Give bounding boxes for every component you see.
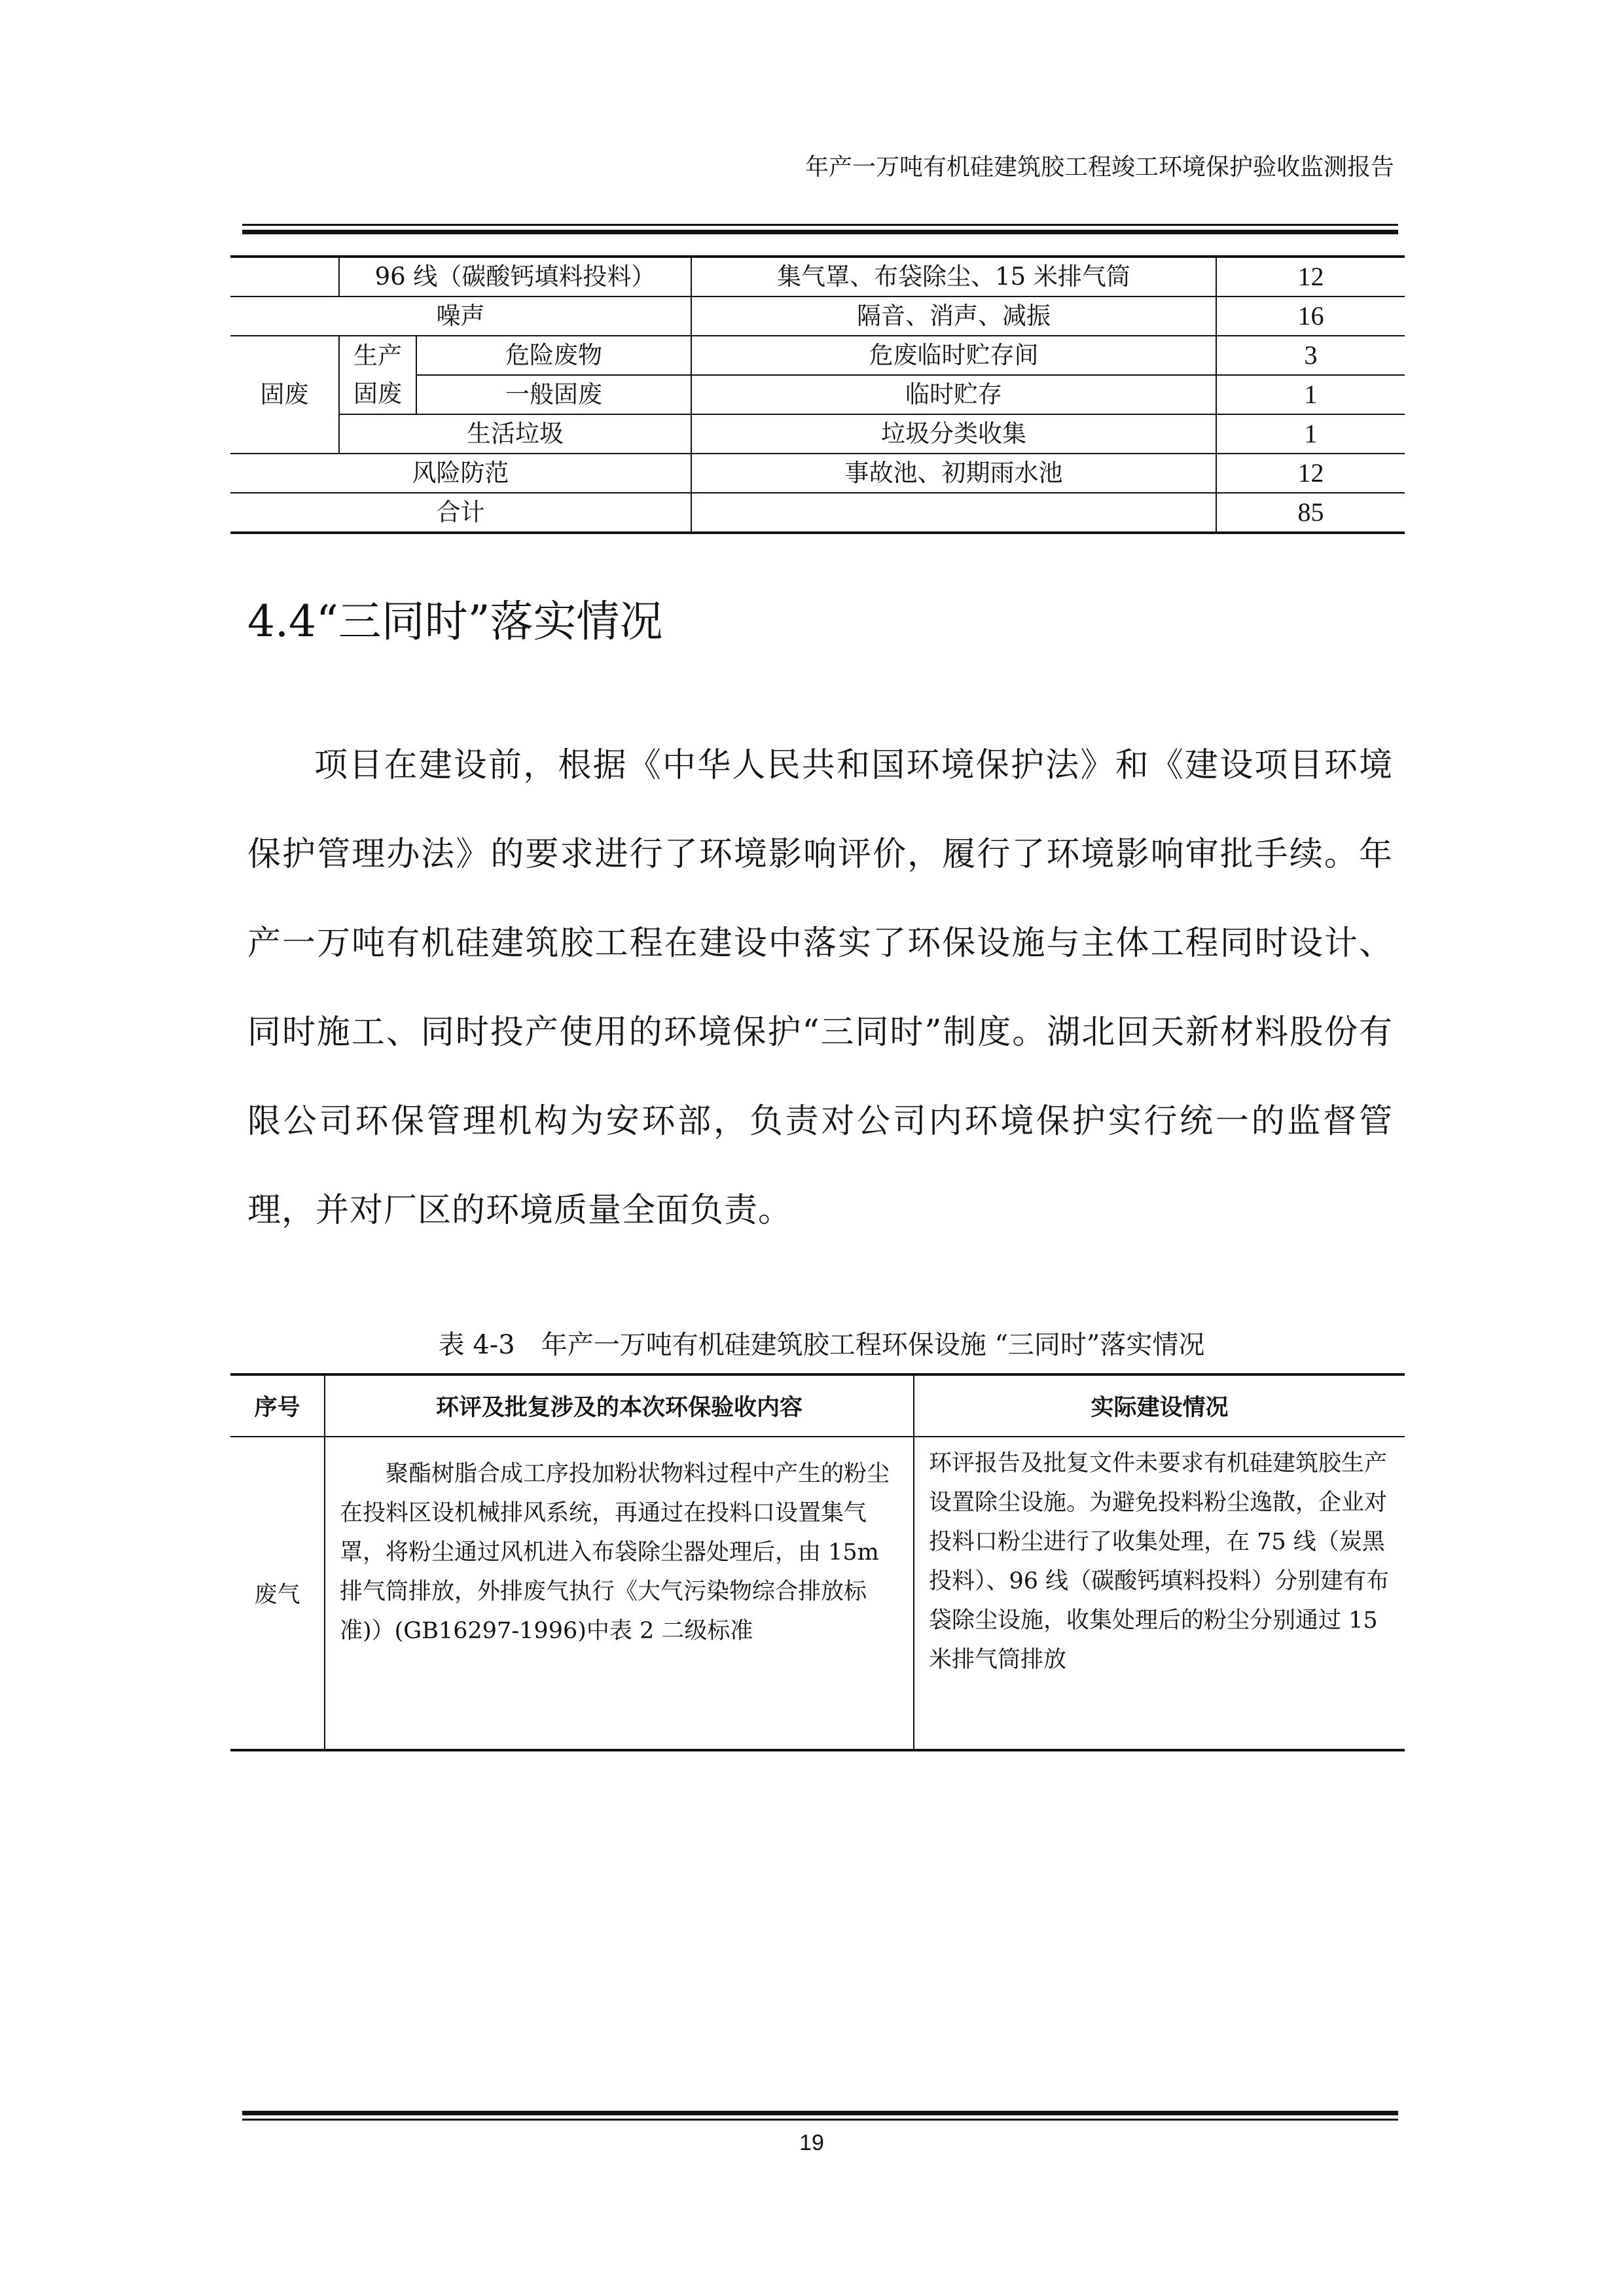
table-cell-item: 风险防范 [230, 454, 691, 493]
table-cell-category: 废气 [230, 1437, 325, 1750]
header-cell-number: 序号 [230, 1374, 325, 1437]
table-cell-item: 一般固废 [416, 375, 691, 414]
table-cell-item: 合计 [230, 493, 691, 533]
table-cell-subgroup [339, 336, 416, 414]
table-cell-measure: 隔音、消声、减振 [691, 296, 1216, 336]
section-heading: 4.4“三同时”落实情况 [247, 596, 663, 647]
facility-investment-table [230, 255, 1405, 534]
page-number: 19 [799, 2130, 824, 2155]
table-cell-requirement: 聚酯树脂合成工序投加粉状物料过程中产生的粉尘在投料区设机械排风系统，再通过在投料口设置集气罩，将粉尘通过风机进入布袋除尘器处理后，由 15m 排气筒排放，外排废气执行《大气污染物综合排放标准)）(GB16297-1996)中表 2 二级标准 [325, 1437, 914, 1750]
three-simultaneous-table [230, 1373, 1405, 1751]
table-cell-measure: 临时贮存 [691, 375, 1216, 414]
table-cell-measure [691, 493, 1216, 533]
table-row [230, 1437, 1405, 1750]
table-cell-amount: 3 [1216, 336, 1405, 375]
table-row [230, 414, 1405, 454]
table-cell-amount: 16 [1216, 296, 1405, 336]
table-row [230, 336, 1405, 375]
table-header-row [230, 1374, 1405, 1437]
table-cell-amount: 85 [1216, 493, 1405, 533]
table-caption: 表 4-3 年产一万吨有机硅建筑胶工程环保设施 “三同时”落实情况 [438, 1330, 1205, 1360]
header-cell-requirement: 环评及批复涉及的本次环保验收内容 [325, 1374, 914, 1437]
table-cell-amount: 12 [1216, 257, 1405, 296]
body-paragraph: 项目在建设前，根据《中华人民共和国环境保护法》和《建设项目环境保护管理办法》的要求进行了环境影响评价，履行了环境影响审批手续。年产一万吨有机硅建筑胶工程在建设中落实了环保设施与主体工程同时设计、同时施工、同时投产使用的环境保护“三同时”制度。湖北回天新材料股份有限公司环保管理机构为安环部，负责对公司内环境保护实行统一的监督管理，并对厂区的环境质量全面负责。 [247, 746, 1393, 1230]
subgroup-line-1: 生产 [353, 342, 402, 370]
table-row-total [230, 493, 1405, 533]
footer-rule-thin [242, 2119, 1398, 2121]
table-cell-measure: 事故池、初期雨水池 [691, 454, 1216, 493]
table-cell-amount: 1 [1216, 414, 1405, 454]
table-cell-item: 危险废物 [416, 336, 691, 375]
table-cell-measure: 垃圾分类收集 [691, 414, 1216, 454]
footer-rule-thick [242, 2111, 1398, 2115]
table-cell-item: 生活垃圾 [339, 414, 691, 454]
table-cell-measure: 集气罩、布袋除尘、15 米排气筒 [691, 257, 1216, 296]
table-cell-group: 固废 [230, 336, 339, 454]
table-row [230, 296, 1405, 336]
table-row [230, 454, 1405, 493]
header-rule-thick [242, 230, 1398, 234]
table-cell-item: 噪声 [230, 296, 691, 336]
table-row [230, 257, 1405, 296]
header-rule-thin [242, 224, 1398, 226]
header-cell-actual: 实际建设情况 [914, 1374, 1405, 1437]
table-cell-measure: 危废临时贮存间 [691, 336, 1216, 375]
table-cell-item: 96 线（碳酸钙填料投料） [339, 257, 691, 296]
table-cell-amount: 1 [1216, 375, 1405, 414]
document-header-title: 年产一万吨有机硅建筑胶工程竣工环境保护验收监测报告 [804, 154, 1394, 181]
subgroup-line-2: 固废 [353, 380, 402, 408]
table-cell-actual: 环评报告及批复文件未要求有机硅建筑胶生产设置除尘设施。为避免投料粉尘逸散，企业对投料口粉尘进行了收集处理，在 75 线（炭黑投料）、96 线（碳酸钙填料投料）分别建有布袋除尘设施，收集处理后的粉尘分别通过 15 米排气筒排放 [914, 1437, 1405, 1750]
table-cell-amount: 12 [1216, 454, 1405, 493]
